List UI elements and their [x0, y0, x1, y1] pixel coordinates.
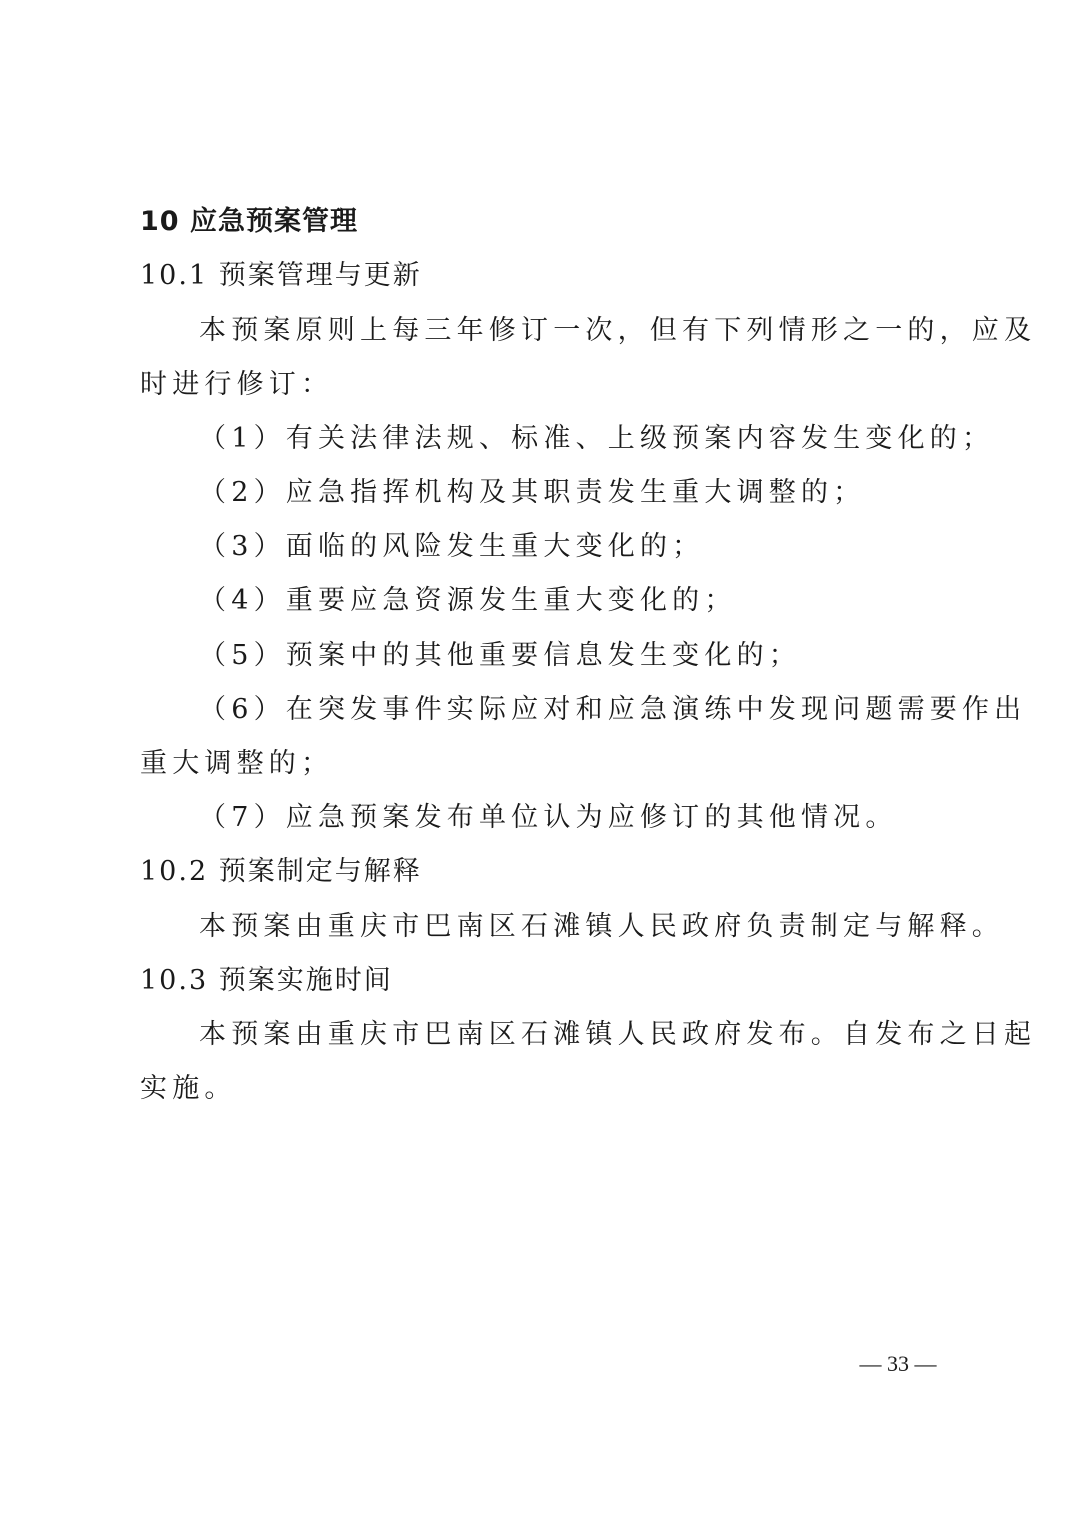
paragraph-10-2: 本预案由重庆市巴南区石滩镇人民政府负责制定与解释。 [199, 911, 1004, 942]
list-item-2: （2）应急指挥机构及其职责发生重大调整的； [199, 477, 866, 508]
subsection-heading-10-3: 10.3 预案实施时间 [140, 965, 393, 996]
list-item-3: （3）面临的风险发生重大变化的； [199, 531, 705, 562]
paragraph-10-3-line-1: 本预案由重庆市巴南区石滩镇人民政府发布。自发布之日起 [199, 1019, 1037, 1050]
paragraph-intro-line-1: 本预案原则上每三年修订一次，但有下列情形之一的，应及 [199, 315, 1037, 346]
paragraph-10-3-line-2: 实施。 [140, 1073, 237, 1104]
list-item-4: （4）重要应急资源发生重大变化的； [199, 585, 737, 616]
list-item-6-line-2: 重大调整的； [140, 748, 334, 779]
subsection-heading-10-1: 10.1 预案管理与更新 [140, 260, 422, 291]
list-item-1: （1）有关法律法规、标准、上级预案内容发生变化的； [199, 423, 995, 454]
subsection-heading-10-2: 10.2 预案制定与解释 [140, 856, 422, 887]
paragraph-intro-line-2: 时进行修订： [140, 369, 334, 400]
page-number: — 33 — [859, 1351, 937, 1376]
list-item-6-line-1: （6）在突发事件实际应对和应急演练中发现问题需要作出 [199, 694, 1027, 725]
list-item-7: （7）应急预案发布单位认为应修订的其他情况。 [199, 802, 898, 833]
section-heading: 10 应急预案管理 [140, 206, 358, 237]
list-item-5: （5）预案中的其他重要信息发生变化的； [199, 640, 801, 671]
